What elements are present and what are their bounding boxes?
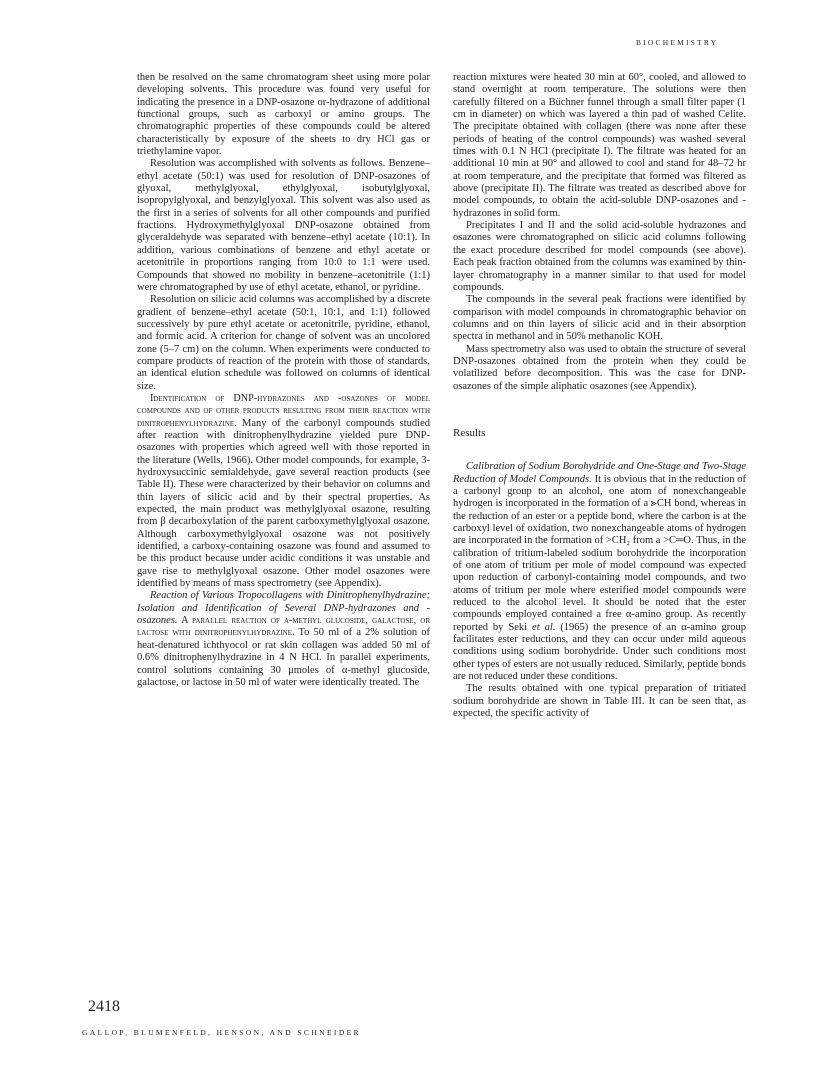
paragraph: The compounds in the several peak fractions were identified by comparison with model compounds in chromatographic behavior on columns and on thin layers of silicic acid and in their absorption spectra in methanol and in 50% methanolic KOH. [453,294,746,343]
paragraph: reaction mixtures were heated 30 min at 60°, cooled, and allowed to stand overnight at room temperature. The solutions were then carefully filtered on a Büchner funnel through a small filter paper (1 cm in diameter) on which was layered a thin pad of washed Celite. The precipitate obtained with collagen (there was none after these periods of heating of the control compounds) was washed several times with 0.1 N HCl (precipitate I). The filtrate was heated for an additional 10 min at 90° and allowed to cool and stand for 48–72 hr at room temperature, and the precipitate that formed was filtered as above (precipitate II). The filtrate was treated as described above for model compounds, to obtain the acid-soluble DNP-osazones and -hydrazones in solid form. [453,72,746,219]
paragraph [453,461,746,683]
section-heading: Results [453,426,486,439]
paragraph: The results obtained with one typical preparation of tritiated sodium borohydride are shown in Table III. It can be seen that, as expected, the specific activity of [453,683,746,720]
paragraph-text: It is obvious that in the reduction of a carbonyl group to an alcohol, one atom of nonexchangeable hydrogen is incorporated in the formation of a ⪢CH bond, whereas in the reduction of an ester or a peptide bond, where the carbon is at the carboxyl level of oxidation, two nonexchangeable atoms of hydrogen are incorporated in the formation of >CH₂ from a >C═O. Thus, in the calibration of tritium-labeled sodium borohydride the incorporation of one atom of tritium per mole of model compound was expected upon reduction of carbonyl-containing model compounds, and two atoms of tritium per mole where esterified model compounds were reduced to the alcohol level. It should be noted that the ester compounds employed contained a free α-amino group. As recently reported by Seki [453,473,746,633]
section-subheading: Reaction of Various Tropocollagens with Dinitrophenylhydrazine; Isolation and Identification of Several DNP-hydrazones and -osazones. [137,590,430,627]
paragraph [137,590,430,689]
paragraph [137,393,430,591]
subsection-subheading: A parallel reaction of α-methyl glucoside, galactose, or lactose with dinitrophenylhydrazine. [137,615,430,639]
section-subheading: Calibration of Sodium Borohydride and One-Stage and Two-Stage Reduction of Model Compounds. [453,461,746,485]
paragraph: Resolution was accomplished with solvents as follows. Benzene–ethyl acetate (50:1) was used for resolution of DNP-osazones of glyoxal, methylglyoxal, ethylglyoxal, isobutylglyoxal, isopropylglyoxal, and benzylglyoxal. This solvent was also used as the first in a series of solvents for all other compounds and purified fractions. Hydroxymethylglyoxal DNP-osazone obtained from glyceraldehyde was separated with benzene–ethyl acetate (10:1). In addition, various combinations of benzene and ethyl acetate or acetonitrile in proportions ranging from 10:0 to 1:1 were used. Compounds that showed no mobility in benzene–acetonitrile (1:1) were chromatographed by use of ethyl acetate, ethanol, or pyridine. [137,158,430,293]
paragraph: Resolution on silicic acid columns was accomplished by a discrete gradient of benzene–ethyl acetate (50:1, 10:1, and 1:1) followed successively by pure ethyl acetate or acetonitrile, pyridine, ethanol, and formic acid. A criterion for change of solvent was an uncolored zone (5–7 cm) on the column. When experiments were conducted to compare products of reaction of the protein with those of standards, an identical elution schedule was followed on columns of identical size. [137,294,430,392]
journal-name: BIOCHEMISTRY [636,38,719,47]
author-footer: GALLOP, BLUMENFELD, HENSON, AND SCHNEIDER [82,1028,362,1037]
section-subheading: Identification of DNP-hydrazones and -osazones of model compounds and of other products resulting from their reaction with dinitrophenylhydrazine. [137,392,430,429]
paragraph-text: (1965) the presence of an α-amino group facilitates ester reductions, and they can occur under mild aqueous conditions using sodium borohydride. Under such conditions most other types of esters are not usually reduced. Similarly, peptide bonds are not reduced under these conditions. [453,621,746,683]
paragraph: then be resolved on the same chromatogram sheet using more polar developing solvents. This procedure was found very useful for indicating the presence in a DNP-osazone or-hydrazone of additional functional groups, such as carboxyl or amino groups. The chromatographic properties of these compounds could be altered characteristically by exposure of the sheets to dry HCl gas or triethylamine vapor. [137,72,430,158]
paragraph-text: Many of the carbonyl compounds studied after reaction with dinitrophenylhydrazine yielded pure DNP-osazones with properties which agreed well with those reported in the literature (Wells, 1966). Other model compounds, for example, 3-hydroxysuccinic semialdehyde, gave several reaction products (see Table II). These were characterized by their behavior on columns and thin layers of silicic acid and by their spectral properties. As expected, the main product was methylglyoxal osazone, resulting from β decarboxylation of the parent carboxymethylglyoxal osazone. Although carboxymethylglyoxal osazone was not positively identified, a carboxy-containing osazone was found and assumed to be this product because under acidic conditions it was unstable and gave rise to methylglyoxal osazone. Other model osazones were identified by means of mass spectrometry (see Appendix). [137,417,430,590]
paragraph: Precipitates I and II and the solid acid-soluble hydrazones and osazones were chromatographed on silicic acid columns following the exact procedure described for model compounds (see above). Each peak fraction obtained from the columns was examined by thin-layer chromatography in a manner similar to that used for model compounds. [453,220,746,293]
right-column [453,72,746,721]
left-column [137,72,430,689]
page-number: 2418 [88,998,120,1015]
citation-etal: et al. [532,621,556,633]
paragraph: Mass spectrometry also was used to obtain the structure of several DNP-osazones obtained from the protein when they could be volatilized before decomposition. This was the case for DNP-osazones of the simple aliphatic osazones (see Appendix). [453,343,746,392]
paragraph-text: To 50 ml of a 2% solution of heat-denatured ichthyocol or rat skin collagen was added 50 ml of 0.6% dinitrophenylhydrazine in 4 N HCl. In parallel experiments, control solutions containing 30 μmoles of α-methyl glucoside, galactose, or lactose in 50 ml of water were identically treated. The [137,627,430,688]
